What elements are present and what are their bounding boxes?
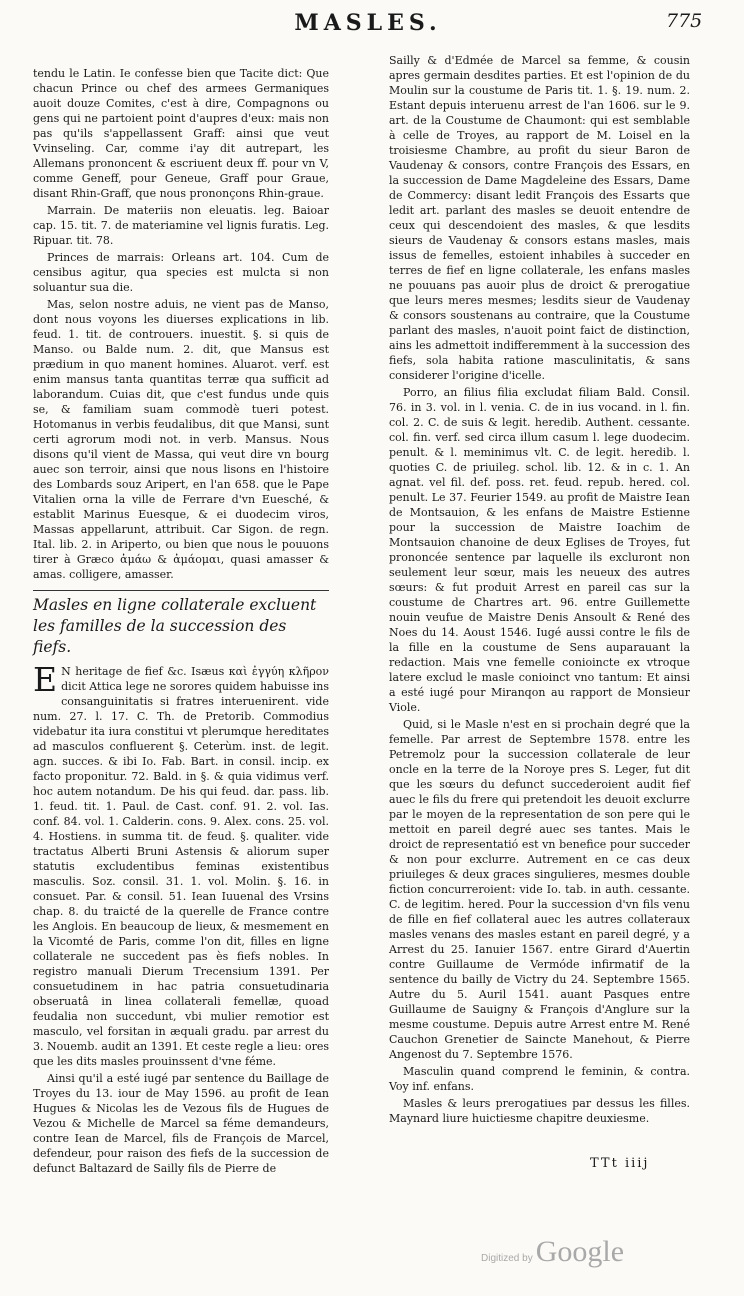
paragraph: Princes de marrais: Orleans art. 104. Cum de censibus agitur, qua species est mulcta si non soluantur sua die.: [33, 251, 329, 294]
digitization-watermark: [481, 1235, 721, 1279]
running-head: MASLES.: [294, 10, 442, 36]
page-number: 775: [666, 10, 703, 32]
drop-cap: E: [33, 660, 58, 699]
right-column: [389, 53, 690, 1128]
paragraph: Masculin quand comprend le feminin, & contra. Voy inf. enfans.: [389, 1065, 690, 1093]
paragraph: Marrain. De materiis non eleuatis. leg. Baioar cap. 15. tit. 7. de materiamine vel lignis furatis. Leg. Ripuar. tit. 78.: [33, 204, 329, 247]
paragraph: Sailly & d'Edmée de Marcel sa femme, & cousin apres germain desdites parties. Et est l'opinion de du Moulin sur la coustume de Paris tit. 1. §. 19. num. 2. Estant depuis interuenu arrest de l'an 1606. sur le 9. art. de la Coustume de Chaumont: qui est semblable à celle de Troyes, au rapport de M. Loisel en la troisiesme Chambre, au profit du sieur Baron de Vaudenay & consors, contre François des Essars, en la succession de Dame Magdeleine des Essars, Dame de Commercy: disant ledit François des Essarts que ledit art. parlant des masles se deuoit entendre de ceux qui descendoient des masles, & que lesdits sieurs de Vaudenay & consors estans masles, mais issus de femelles, estoient inhabiles à succeder en terres de fief en ligne collaterale, les enfans masles ne pouuans pas auoir plus de droict & prerogatiue que leurs meres mesmes; lesdits sieur de Vaudenay & consors soustenans au contraire, que la Coustume parlant des masles, n'auoit point faict de distinction, ains les admettoit indifferemment à la succession des fiefs, sola habita ratione masculinitatis, & sans considerer l'origine d'icelle.: [389, 54, 690, 382]
section-divider: [33, 590, 329, 591]
left-column: [33, 66, 329, 1178]
paragraph: tendu le Latin. Ie confesse bien que Tacite dict: Que chacun Prince ou chef des armees Germaniques auoit douze Comites, c'est à dire, Compagnons ou gens qui ne partoient point d'aupres d'eux: mais non pas qu'ils s'appellassent Graff: ainsi que veut Vvinseling. Car, comme i'ay dit autrepart, les Allemans prononcent & escriuent deux ff. pour vn V, comme Geneff, pour Geneue, Graff pour Graue, disant Rhin-Graff, que nous prononçons Rhin-graue.: [33, 67, 329, 200]
section-heading: Masles en ligne collaterale excluent les familles de la succession des fiefs.: [33, 596, 317, 656]
watermark-prefix: Digitized by: [481, 1253, 533, 1264]
paragraph: [33, 660, 329, 1069]
google-logo: Google: [535, 1235, 625, 1268]
signature-mark: TTt iiij: [590, 1156, 650, 1171]
paragraph: Masles & leurs prerogatiues par dessus les filles. Maynard liure huictiesme chapitre deuxiesme.: [389, 1097, 690, 1125]
paragraph-text: N heritage de fief &c. Isæus καὶ ἐγγύη κλῆρον dicit Attica lege ne sorores quidem habuisse ins consanguinitatis si fratres interuenirent. vide num. 27. l. 17. C. Th. de Pretorib. Commodius videbatur ita iura constitui vt plerumque hereditates ad masculos confluerent §. Ceterùm. inst. de legit. agn. succes. & ibi Io. Fab. Bart. in consil. incip. ex facto proponitur. 72. Bald. in §. & quia vidimus verf. hoc autem notandum. De his qui feud. dar. pass. lib. 1. feud. tit. 1. Paul. de Cast. conf. 91. 2. vol. Ias. conf. 84. vol. 1. Calderin. cons. 9. Alex. cons. 25. vol. 4. Hostiens. in summa tit. de feud. §. qualiter. vide tractatus Alberti Bruni Astensis & aliorum super statutis excludentibus feminas existentibus masculis. Soz. consil. 31. 1. vol. Molin. §. 16. in consuet. Par. & consil. 51. Iean Iuuenal des Vrsins chap. 8. du traicté de la querelle de France contre les Anglois. En beaucoup de lieux, & mesmement en la Vicomté de Paris, comme l'on dit, filles en ligne collaterale ne succedent pas ès fiefs nobles. In registro manuali Dierum Trecensium 1391. Per consuetudinem in hac patria consuetudinaria obseruatâ in linea collaterali femellæ, quoad feudalia non succedunt, vbi mulier remotior est masculo, vel forsitan in æquali gradu. par arrest du 3. Nouemb. audit an 1391. Et ceste regle a lieu: ores que les dits masles prouinssent d'vne féme.: [33, 665, 329, 1068]
paragraph: Porro, an filius filia excludat filiam Bald. Consil. 76. in 3. vol. in l. venia. C. de in ius vocand. in l. fin. col. 2. C. de suis & legit. heredib. Authent. cessante. col. fin. verf. sed circa illum casum l. lege duodecim. penult. & l. meminimus vlt. C. de legit. heredib. l. quoties C. de priuileg. schol. lib. 12. & in c. 1. An agnat. vel fil. def. poss. ret. feud. repub. hered. col. penult. Le 37. Feurier 1549. au profit de Maistre Iean de Montsauion, & les enfans de Maistre Estienne pour la succession de Maistre Ioachim de Montsauion chanoine de deux Eglises de Troyes, fut prononcée sentence par laquelle ils excluront non seulement leur sœur, mais les neueux des autres sœurs: & fut produit Arrest en pareil cas sur la coustume de Chartres art. 96. entre Guillemette nouin veufue de Maistre Denis Ansoult & René des Noes du 14. Aoust 1546. Iugé aussi contre le fils de la fille en la coustume de Sens auparauant la redaction. Mais vne femelle conioincte ex vtroque latere exclud le masle conioinct vno tantum: Et ainsi a esté iugé pour Miranqon au rapport de Monsieur Viole.: [389, 386, 690, 714]
paragraph: Mas, selon nostre aduis, ne vient pas de Manso, dont nous voyons les diuerses explications in lib. feud. 1. tit. de controuers. inuestit. §. si quis de Manso. ou Balde num. 2. dit, que Mansus est prædium in quo manent homines. Aluarot. verf. est enim mansus tanta quantitas terræ qua sufficit ad laborandum. Cuias dit, que c'est fundus unde quis se, & familiam suam commodè tueri potest. Hotomanus in verbis feudalibus, dit que Mansi, sunt certi agrorum modi not. in verb. Mansus. Nous disons qu'il vient de Massa, qui veut dire vn bourg auec son terroir, ainsi que nous lisons en l'histoire des Lombards souz Aripert, en l'an 658. que le Pape Vitalien orna la ville de Ferrare d'vn Euesché, & establit Marinus Euesque, & ei duodecim viros, Massas appellarunt, attribuit. Car Sigon. de regn. Ital. lib. 2. in Ariperto, ou bien que nous le pouuons tirer à Græco ἀμάω & ἀμάομαι, quasi amasser & amas. colligere, amasser.: [33, 298, 329, 581]
paragraph: Quid, si le Masle n'est en si prochain degré que la femelle. Par arrest de Septembre 1578. entre les Petremolz pour la succession collaterale de leur oncle en la terre de la Noroye pres S. Leger, fut dit que les sœurs du defunct succederoient audit fief auec le fils du frere qui pretendoit les deuoit exclurre par le moyen de la representation de son pere qui le mettoit en pareil degré auec ses tantes. Mais le droict de representatió est vn benefice pour succeder & non pour exclurre. Autrement en ce cas deux priuileges & deux graces singulieres, mesmes double fiction concurreroient: vide Io. tab. in auth. cessante. C. de legitim. hered. Pour la succession d'vn fils venu de fille en fief collateral auec les autres collateraux masles venans des masles estant en pareil degré, y a Arrest du 25. Ianuier 1567. entre Girard d'Auertin contre Guillaume de Vermóde infirmatif de la sentence du bailly de Victry du 24. Septembre 1565. Autre du 5. Auril 1541. auant Pasques entre Guillaume de Sauigny & François d'Anglure sur la mesme coustume. Depuis autre Arrest entre M. René Cauchon Grenetier de Saincte Manehout, & Pierre Angenost du 7. Septembre 1576.: [389, 718, 690, 1061]
paragraph: Ainsi qu'il a esté iugé par sentence du Baillage de Troyes du 13. iour de May 1596. au profit de Iean Hugues & Nicolas les de Vezous fils de Hugues de Vezou & Michelle de Marcel sa féme demandeurs, contre Iean de Marcel, fils de François de Marcel, defendeur, pour raison des fiefs de la succession de defunct Baltazard de Sailly fils de Pierre de: [33, 1072, 329, 1175]
